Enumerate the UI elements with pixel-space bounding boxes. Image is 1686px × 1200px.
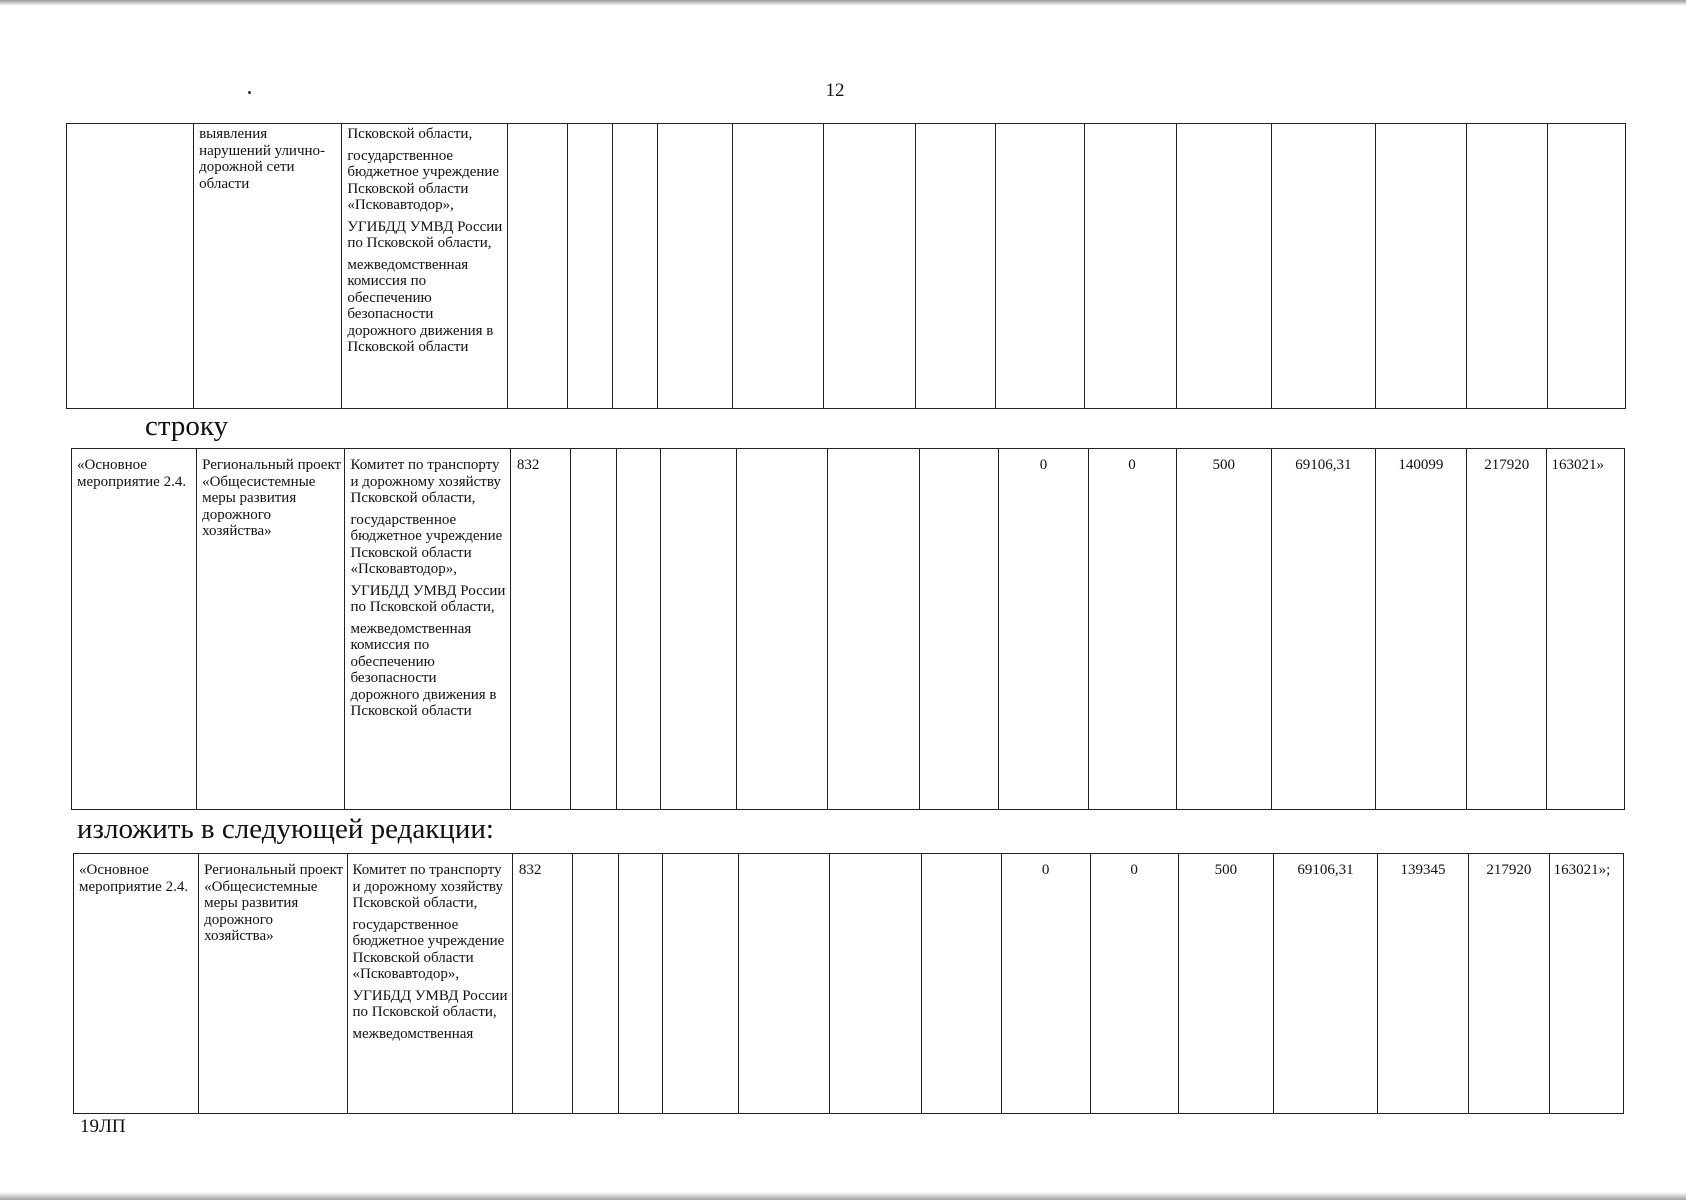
- page-number: 12: [825, 80, 845, 101]
- cell-empty: [613, 124, 657, 409]
- responsible-item: государственное бюджетное учреждение Псковской области «Псковавтодор»,: [350, 511, 503, 577]
- cell-empty: [1547, 124, 1626, 409]
- document-code: 19ЛП: [80, 1116, 126, 1137]
- cell-empty: [1272, 124, 1376, 409]
- value-2: 0: [1128, 457, 1136, 473]
- responsible-item: государственное бюджетное учреждение Псковской области «Псковавтодор»,: [352, 916, 505, 982]
- cell-empty: [657, 124, 732, 409]
- value-5: 139345: [1400, 862, 1446, 878]
- cell-value: [1469, 854, 1550, 1114]
- cell-value: [1090, 854, 1178, 1114]
- cell-empty: [1375, 124, 1466, 409]
- value-1: 0: [1041, 862, 1050, 878]
- cell-value: [1375, 449, 1466, 810]
- cell-empty: [571, 449, 617, 810]
- event-label: «Основное мероприятие 2.4.: [79, 862, 189, 895]
- project-name: Региональный проект «Общесистемные меры развития дорожного хозяйства»: [202, 457, 342, 539]
- cell-empty: [738, 854, 829, 1114]
- event-label: «Основное мероприятие 2.4.: [77, 457, 187, 490]
- cell-project: [199, 854, 347, 1114]
- cell-empty: [616, 449, 661, 810]
- table-old-version: [71, 448, 1625, 810]
- cell-value: [1088, 449, 1176, 810]
- value-4: 69106,31: [1295, 457, 1352, 473]
- responsible-item: УГИБДД УМВД России по Псковской области,: [352, 987, 508, 1020]
- cell-value: [1377, 854, 1468, 1114]
- responsible-item: Псковской области,: [347, 126, 473, 142]
- cell-project: [197, 449, 345, 810]
- cell-empty: [829, 854, 921, 1114]
- value-6: 217920: [1484, 457, 1530, 473]
- cell-event: [72, 449, 197, 810]
- cell-empty: [919, 449, 999, 810]
- heading-stroku: строку: [145, 410, 229, 442]
- cell-empty: [995, 124, 1084, 409]
- project-name: Региональный проект «Общесистемные меры развития дорожного хозяйства»: [204, 862, 344, 944]
- cell-empty: [827, 449, 919, 810]
- cell-responsible: [347, 854, 512, 1114]
- cell-value: [1271, 449, 1375, 810]
- cell-value: [1274, 854, 1378, 1114]
- heading-izlozhit: изложить в следующей редакции:: [77, 813, 494, 845]
- cell-empty: [1176, 124, 1271, 409]
- budget-code: 832: [518, 862, 542, 878]
- scan-edge-top: [0, 0, 1686, 6]
- scan-speck: [248, 91, 251, 94]
- cell-value: [1549, 854, 1623, 1114]
- cell-empty: [661, 449, 736, 810]
- cell-value: [1178, 854, 1273, 1114]
- cell-empty: [507, 124, 567, 409]
- cell-value: [1466, 449, 1547, 810]
- cell-name: [194, 124, 342, 409]
- cell-empty: [733, 124, 824, 409]
- responsible-item: государственное бюджетное учреждение Псковской области «Псковавтодор»,: [347, 147, 500, 213]
- value-1: 0: [1039, 457, 1048, 473]
- cell-empty: [1467, 124, 1547, 409]
- cell-empty: [916, 124, 995, 409]
- responsible-item: УГИБДД УМВД России по Псковской области,: [350, 582, 506, 615]
- cell-empty: [573, 854, 619, 1114]
- cell-value: [1547, 449, 1625, 810]
- cell-responsible: [342, 124, 507, 409]
- cell-event: [67, 124, 194, 409]
- value-7: 163021»: [1551, 457, 1604, 473]
- cell-value: [1001, 854, 1090, 1114]
- responsible-item: межведомственная: [352, 1025, 474, 1042]
- cell-value: [999, 449, 1088, 810]
- table-new-version: [73, 853, 1624, 1114]
- value-3: 500: [1214, 862, 1238, 878]
- value-2: 0: [1130, 862, 1138, 878]
- budget-code: 832: [516, 457, 540, 473]
- value-4: 69106,31: [1297, 862, 1354, 878]
- cell-empty: [618, 854, 663, 1114]
- value-3: 500: [1212, 457, 1235, 473]
- value-7: 163021»;: [1553, 862, 1611, 878]
- cell-empty: [824, 124, 916, 409]
- responsible-item: Комитет по транспорту и дорожному хозяйству Псковской области,: [352, 862, 503, 911]
- cell-empty: [736, 449, 827, 810]
- cell-empty: [663, 854, 738, 1114]
- cell-code: [512, 854, 572, 1114]
- cell-code: [510, 449, 570, 810]
- cell-value: [1176, 449, 1271, 810]
- scan-edge-bottom: [0, 1192, 1686, 1200]
- cell-empty: [1084, 124, 1176, 409]
- cell-empty: [567, 124, 613, 409]
- event-name-text: выявления нарушений улично-дорожной сети области: [199, 126, 326, 192]
- responsible-item: межведомственная комиссия по обеспечению безопасности дорожного движения в Псковской области: [347, 256, 494, 355]
- cell-event: [74, 854, 199, 1114]
- table-continued: [66, 123, 1626, 409]
- cell-responsible: [345, 449, 510, 810]
- responsible-item: межведомственная комиссия по обеспечению безопасности дорожного движения в Псковской области: [350, 620, 497, 719]
- value-6: 217920: [1486, 862, 1532, 878]
- value-5: 140099: [1398, 457, 1444, 473]
- responsible-item: УГИБДД УМВД России по Псковской области,: [347, 218, 503, 251]
- cell-empty: [922, 854, 1002, 1114]
- responsible-item: Комитет по транспорту и дорожному хозяйству Псковской области,: [350, 457, 501, 506]
